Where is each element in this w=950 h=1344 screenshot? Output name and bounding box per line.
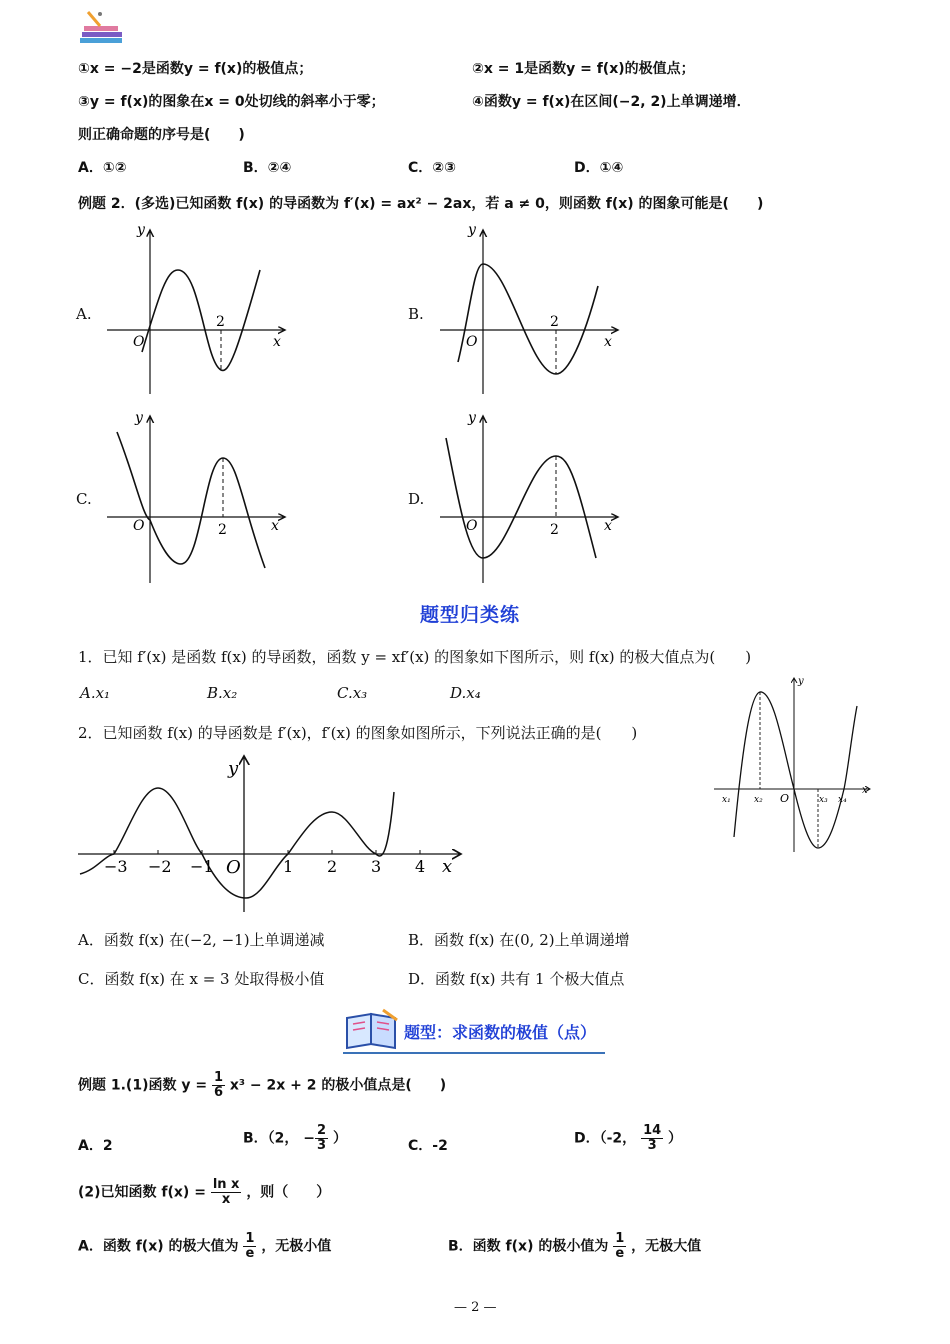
- ex2-suffix: ，则（ ）: [246, 1184, 331, 1201]
- ex2-b-suffix: ，无极大值: [631, 1238, 702, 1255]
- section2-underline: [343, 1052, 605, 1054]
- ex1-b-frac-num: 2: [317, 1123, 327, 1138]
- ex2-b-fraction: [613, 1232, 626, 1261]
- graph-a-label: A.: [76, 305, 92, 323]
- q2-graph: [76, 752, 466, 917]
- q2-tick-2: 2: [327, 857, 338, 876]
- ex1-option-d: [574, 1124, 682, 1153]
- graph-c-y-label: y: [135, 410, 143, 426]
- graph-a-tick: 2: [216, 314, 225, 330]
- item-2: ②x = 1是函数y = f(x)的极值点；: [472, 61, 695, 77]
- graph-b-label: B.: [408, 305, 424, 323]
- q2-tick--1: −1: [190, 857, 214, 876]
- option-d: D．①④: [574, 160, 624, 176]
- graph-b-curve: [458, 264, 598, 374]
- practice-q1-option-d: D.x₄: [450, 684, 481, 702]
- section2-heading: 题型：求函数的极值（点）: [404, 1023, 597, 1042]
- practice-q2: 2．已知函数 f(x) 的导函数是 f′(x)，f′(x) 的图象如图所示，下列说法正确的是( ): [78, 724, 638, 742]
- q1-graph: [712, 672, 877, 857]
- option-c: C．②③: [408, 160, 456, 176]
- ex1-d-frac-num: 14: [643, 1123, 662, 1138]
- graph-a-curve: [142, 270, 260, 370]
- practice-heading: 题型归类练: [420, 604, 521, 626]
- graph-a: [105, 222, 295, 397]
- graph-a-x-label: x: [273, 334, 281, 350]
- graph-d-origin: O: [466, 518, 478, 534]
- graph-b-y-label: y: [468, 222, 476, 238]
- page-number: — 2 —: [454, 1300, 497, 1315]
- graph-b: [438, 222, 628, 397]
- q1-curve: [734, 692, 857, 848]
- graph-b-tick: 2: [550, 314, 559, 330]
- ex1-d-fraction: [641, 1124, 663, 1153]
- ex2-a-suffix: ，无极小值: [261, 1238, 332, 1255]
- header-logo-icon: [78, 8, 128, 48]
- item-4: ④函数y = f(x)在区间(−2, 2)上单调递增．: [472, 94, 751, 110]
- ex2-prefix: (2)已知函数 f(x) =: [78, 1184, 206, 1201]
- ex1-b-suffix: ）: [332, 1130, 347, 1147]
- graph-c-curve: [117, 432, 265, 568]
- graph-a-y-label: y: [137, 222, 145, 238]
- ex1-prefix: 例题 1.(1)函数 y =: [78, 1077, 208, 1094]
- q1-y-label: y: [798, 676, 804, 687]
- graph-d-curve: [446, 438, 596, 558]
- ex1-suffix: x³ − 2x + 2 的极小值点是( ): [229, 1077, 447, 1094]
- ex1-d-frac-den: 3: [647, 1138, 657, 1153]
- ex1-option-a: A．2: [78, 1138, 113, 1154]
- question-text: 则正确命题的序号是( ): [78, 127, 245, 143]
- ex1-option-c: C．-2: [408, 1138, 448, 1154]
- ex1-frac-den: 6: [213, 1085, 223, 1100]
- ex2-b-frac-den: e: [615, 1246, 625, 1261]
- q2-tick-4: 4: [415, 857, 426, 876]
- ex1-option-b: [243, 1124, 347, 1153]
- q2-option-a: A．函数 f(x) 在(−2, −1)上单调递减: [78, 931, 325, 949]
- q2-option-d: D．函数 f(x) 共有 1 个极大值点: [408, 970, 625, 988]
- q1-x-label: x: [862, 785, 868, 796]
- graph-d-y-label: y: [468, 410, 476, 426]
- practice-q1-option-c: C.x₃: [337, 684, 368, 702]
- book-icon: [343, 1008, 401, 1050]
- q2-y-label: y: [228, 758, 239, 779]
- graph-c-label: C.: [76, 490, 92, 508]
- graph-a-origin: O: [133, 334, 145, 350]
- graph-c: [105, 408, 295, 588]
- ex2-option-b: [448, 1232, 701, 1261]
- ex2-line: [78, 1178, 330, 1207]
- graph-b-x-label: x: [604, 334, 612, 350]
- ex2-b-frac-num: 1: [615, 1231, 625, 1246]
- option-a: A．①②: [78, 160, 127, 176]
- example2-title: 例题 2．(多选)已知函数 f(x) 的导函数为 f′(x) = ax² − 2ax，若 a ≠ 0，则函数 f(x) 的图象可能是( ): [78, 196, 764, 212]
- item-1: ①x = −2是函数y = f(x)的极值点；: [78, 61, 313, 77]
- ex1-b-sign: −: [303, 1130, 316, 1147]
- graph-d: [438, 408, 628, 588]
- ex2-frac-num: ln x: [212, 1177, 240, 1192]
- option-b: B．②④: [243, 160, 292, 176]
- ex1-d-suffix: ）: [668, 1130, 683, 1147]
- graph-c-origin: O: [133, 518, 145, 534]
- ex1-fraction: [212, 1071, 225, 1100]
- q1-tick-x1: x₁: [722, 795, 731, 805]
- ex2-b-prefix: B．函数 f(x) 的极小值为: [448, 1238, 609, 1255]
- ex1-d-prefix: D．（-2，: [574, 1130, 637, 1147]
- graph-c-tick: 2: [218, 522, 227, 538]
- graph-c-x-label: x: [271, 518, 279, 534]
- graph-b-origin: O: [466, 334, 478, 350]
- ex1-frac-num: 1: [213, 1070, 223, 1085]
- ex2-a-fraction: [243, 1232, 256, 1261]
- q2-option-c: C．函数 f(x) 在 x = 3 处取得极小值: [78, 970, 325, 988]
- q1-tick-x2: x₂: [754, 795, 763, 805]
- practice-q1-option-b: B.x₂: [207, 684, 238, 702]
- ex2-a-frac-num: 1: [245, 1231, 255, 1246]
- ex1-b-fraction: [315, 1124, 328, 1153]
- q2-origin: O: [226, 857, 241, 878]
- ex1-line: [78, 1071, 446, 1100]
- q2-tick--2: −2: [148, 857, 172, 876]
- ex2-fraction: [211, 1178, 242, 1207]
- item-3: ③y = f(x)的图象在x = 0处切线的斜率小于零；: [78, 94, 385, 110]
- practice-q1-option-a: A.x₁: [80, 684, 111, 702]
- ex2-frac-den: x: [221, 1192, 231, 1207]
- ex2-option-a: [78, 1232, 331, 1261]
- q2-tick-1: 1: [283, 857, 294, 876]
- q2-curve: [80, 788, 394, 898]
- ex1-b-prefix: B．（2，: [243, 1130, 299, 1147]
- q1-origin: O: [780, 792, 790, 805]
- graph-d-x-label: x: [604, 518, 612, 534]
- q2-x-label: x: [442, 856, 453, 877]
- q1-tick-x4: x₄: [838, 795, 847, 805]
- q2-tick-3: 3: [371, 857, 382, 876]
- graph-d-tick: 2: [550, 522, 559, 538]
- q1-tick-x3: x₃: [819, 795, 828, 805]
- q2-option-b: B．函数 f(x) 在(0, 2)上单调递增: [408, 931, 630, 949]
- practice-q1: 1．已知 f′(x) 是函数 f(x) 的导函数，函数 y = xf′(x) 的图象如下图所示，则 f(x) 的极大值点为( ): [78, 648, 752, 666]
- graph-d-label: D.: [408, 490, 425, 508]
- ex2-a-frac-den: e: [245, 1246, 255, 1261]
- q2-tick--3: −3: [104, 857, 128, 876]
- ex1-b-frac-den: 3: [317, 1138, 327, 1153]
- ex2-a-prefix: A．函数 f(x) 的极大值为: [78, 1238, 239, 1255]
